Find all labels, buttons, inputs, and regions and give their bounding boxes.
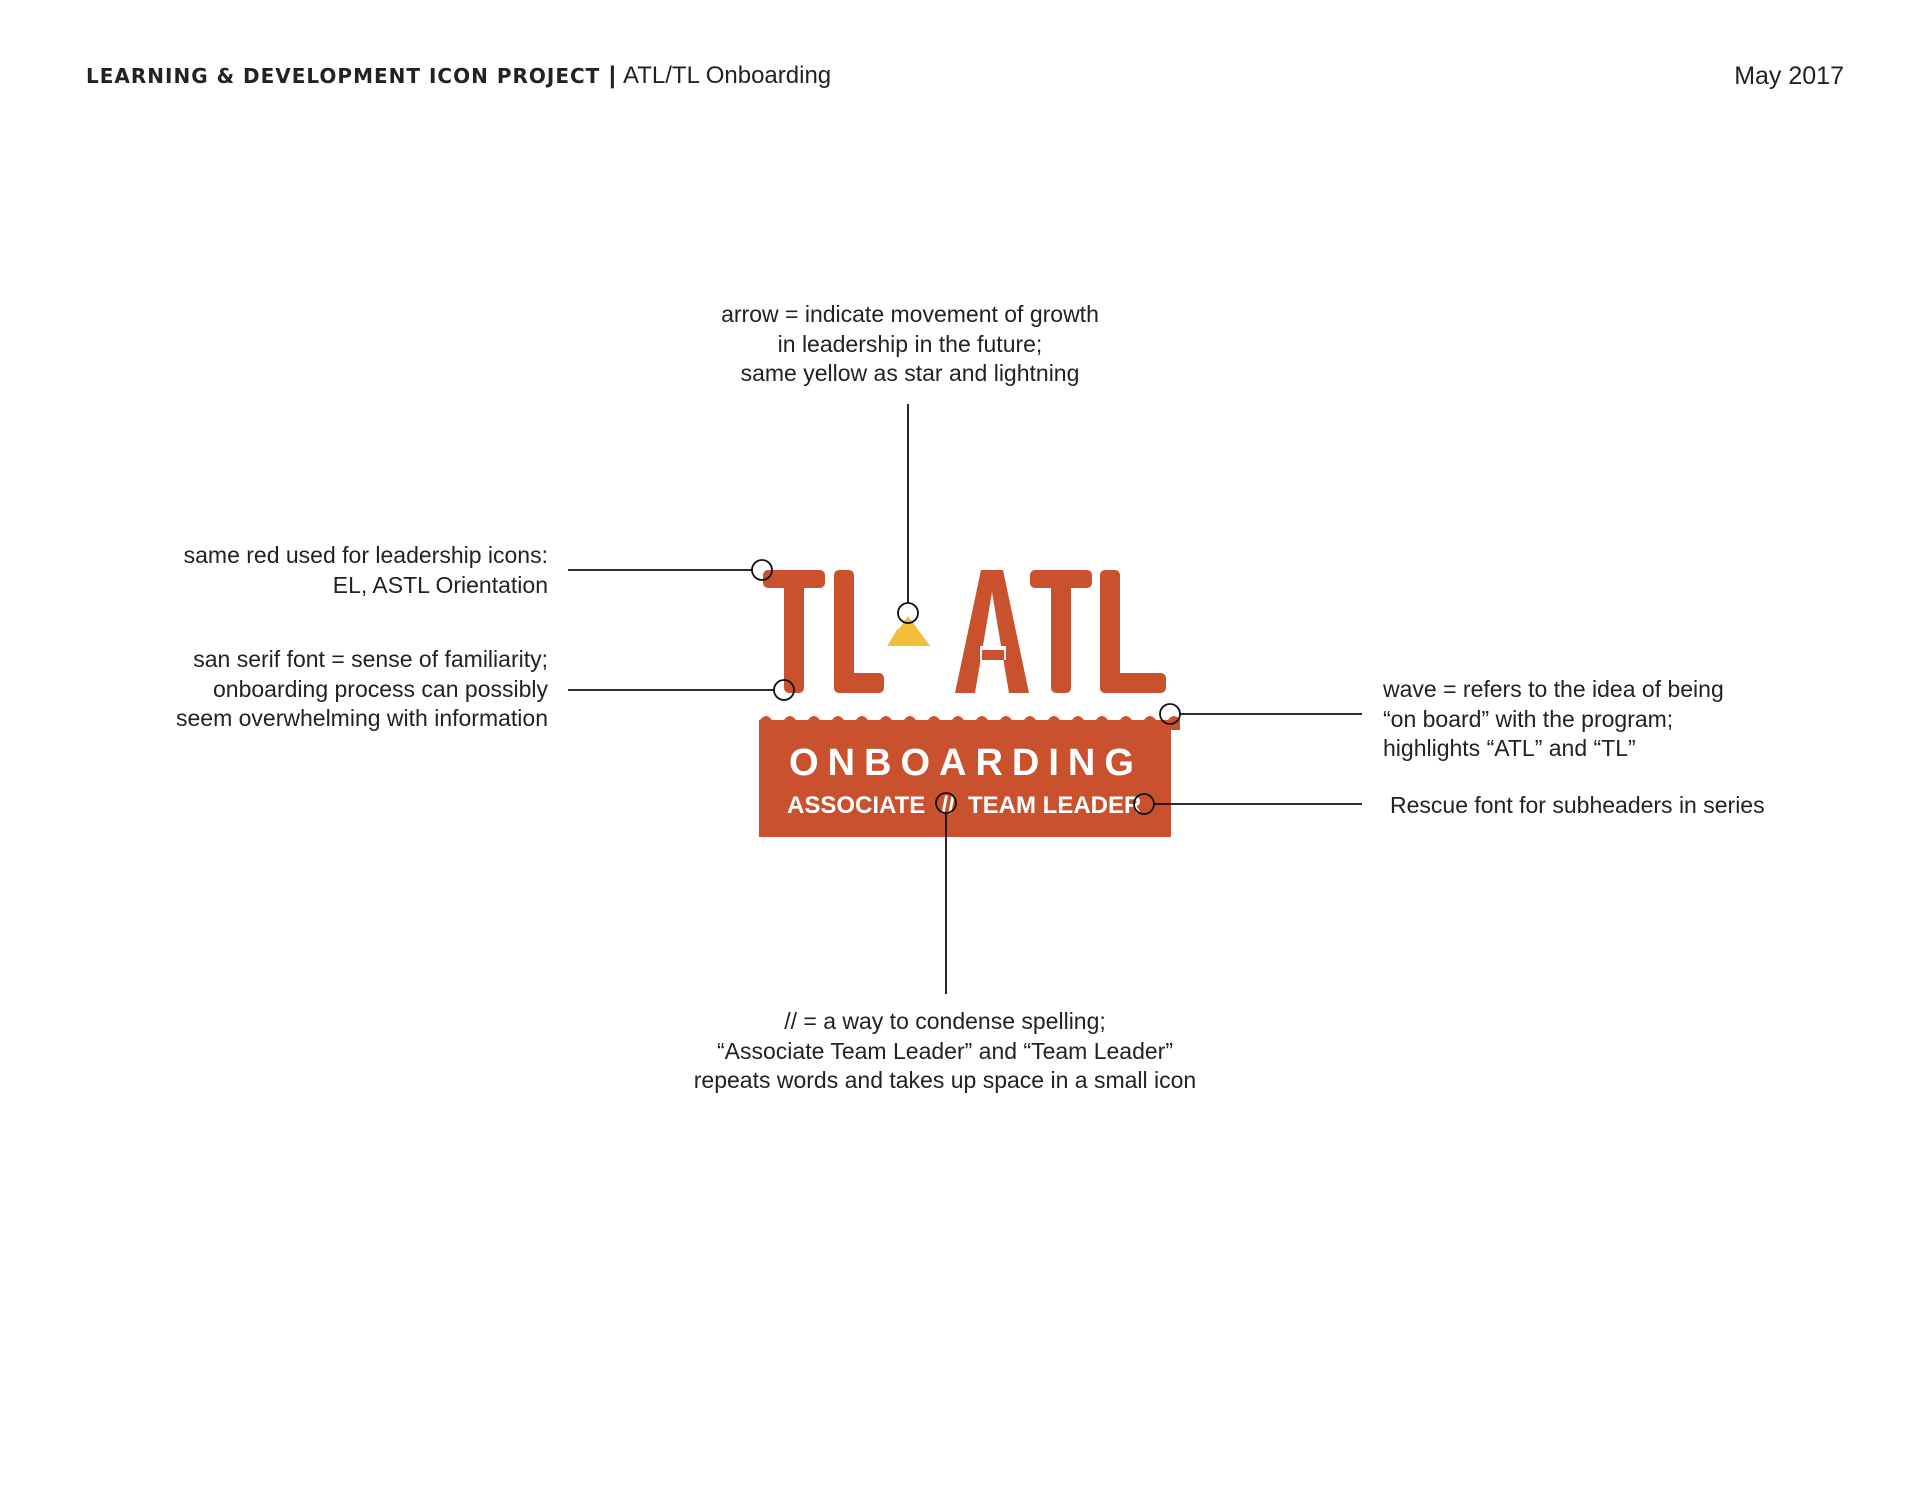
annotation-line: “Associate Team Leader” and “Team Leader”	[717, 1037, 1173, 1064]
logo-letters-atl	[955, 570, 1166, 693]
annotation-line: arrow = indicate movement of growth	[721, 301, 1099, 327]
leader-lines	[568, 404, 1362, 994]
project-title: LEARNING & DEVELOPMENT ICON PROJECT	[86, 64, 601, 88]
header-separator: |	[608, 62, 616, 89]
annotation-line: repeats words and takes up space in a small icon	[693, 1067, 1197, 1093]
annotation-line: wave = refers to the idea of being	[1383, 676, 1724, 702]
annotation-line: san serif font = sense of familiarity;	[193, 646, 548, 672]
letter-l-foot	[834, 673, 884, 693]
annotation-line: onboarding process can possibly	[213, 675, 548, 702]
letter-t-stem	[784, 570, 804, 693]
logo-subtitle-right: TEAM LEADER	[968, 792, 1142, 819]
annotation-line: “on board” with the program;	[1383, 705, 1674, 732]
logo-subtitle-slash: //	[941, 792, 955, 819]
annotation-line: same red used for leadership icons:	[183, 542, 548, 568]
logo-title: ONBOARDING	[789, 742, 1143, 784]
letter-a-crossbar	[982, 650, 1004, 660]
letter-t2-stem	[1051, 570, 1071, 693]
annotation-line: highlights “ATL” and “TL”	[1383, 735, 1636, 761]
onboarding-logo	[759, 570, 1180, 837]
logo-subtitle-left: ASSOCIATE	[787, 792, 926, 819]
letter-l2-foot	[1100, 673, 1166, 693]
letter-a	[955, 570, 1029, 693]
header-date: May 2017	[1734, 62, 1844, 90]
annotation-line: seem overwhelming with information	[176, 705, 548, 731]
annotation-line: Rescue font for subheaders in series	[1390, 792, 1765, 818]
arrow-triangle-icon	[887, 616, 930, 646]
annotation-line: same yellow as star and lightning	[740, 360, 1080, 386]
project-subtitle: ATL/TL Onboarding	[623, 62, 832, 89]
logo-letters-tl	[763, 570, 884, 693]
annotation-line: EL, ASTL Orientation	[332, 571, 548, 598]
annotation-line: // = a way to condense spelling;	[784, 1008, 1106, 1034]
annotation-line: in leadership in the future;	[777, 330, 1043, 357]
